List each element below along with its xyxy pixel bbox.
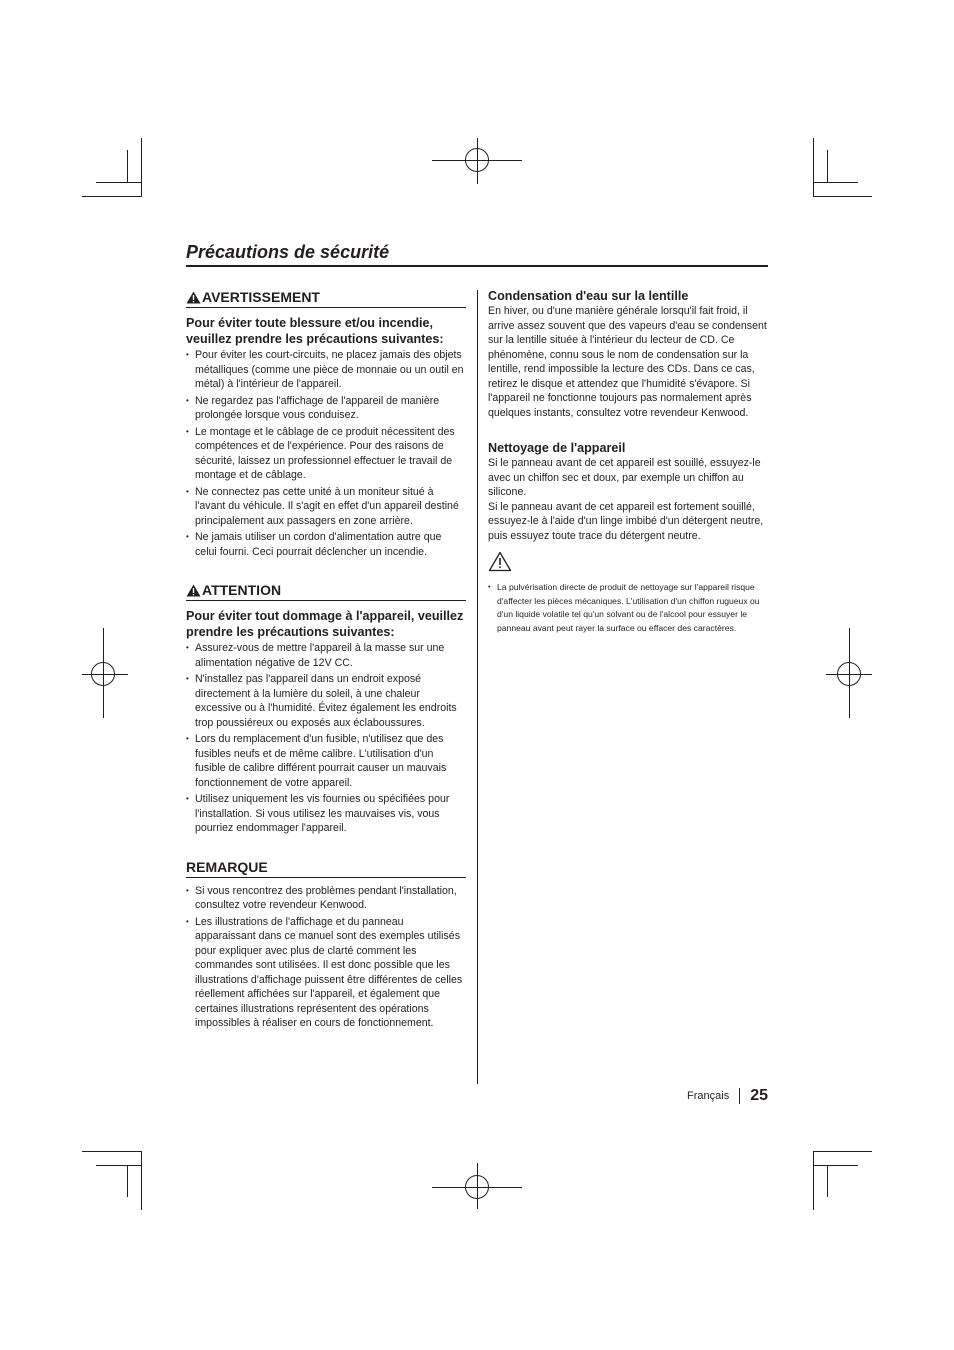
list-item: • Pour éviter les court-circuits, ne placez jamais des objets métalliques (comme une pièce de monnaie ou un outil en métal) à l'intérieur de l'appareil. [186,348,466,392]
remarque-heading [186,858,466,878]
attention-heading-label: ATTENTION [202,582,282,598]
remarque-list [186,884,466,1031]
list-item: • Si vous rencontrez des problèmes pendant l'installation, consultez votre revendeur Kenwood. [186,884,466,913]
warning-section [186,288,466,559]
nettoyage-heading: Nettoyage de l'appareil [488,441,626,455]
attention-heading [186,581,466,601]
column-divider [477,290,478,1084]
page-number: 25 [750,1087,768,1104]
warning-subheading: Pour éviter toute blessure et/ou incendie, veuillez prendre les précautions suivantes: [186,316,444,346]
condensation-text: En hiver, ou d'une manière générale lorsqu'il fait froid, il arrive assez souvent que des vapeurs d'eau se condensent sur la lentille située à l'intérieur du lecteur de CD. Ce phénomène, connu sous le nom de condensation sur la lentille, rend impossible la lecture des CDs. Dans ce cas, retirez le disque et attendez que l'humidité s'évapore. Si l'appareil ne fonctionne toujours pas normalement après quelques instants, consultez votre revendeur Kenwood. [488,305,767,419]
warning-list [186,348,466,559]
footer-language: Français [687,1090,730,1102]
list-item: • La pulvérisation directe de produit de nettoyage sur l'appareil risque d'affecter les pièces mécaniques. L'utilisation d'un chiffon rugueux ou d'un liquide volatile tel qu'un solvant ou de l'alcool pour essuyer le panneau avant peut rayer la surface ou effacer des caractères. [488,581,770,635]
remarque-heading-label: REMARQUE [186,858,268,875]
page-title: Précautions de sécurité [186,240,768,267]
footer-separator [739,1088,740,1104]
warning-icon [186,584,201,597]
left-column [186,288,466,1033]
nettoyage-section [488,440,770,635]
condensation-heading: Condensation d'eau sur la lentille [488,289,689,303]
caution-icon [488,551,512,572]
list-item: • Assurez-vous de mettre l'appareil à la masse sur une alimentation négative de 12V CC. [186,641,466,670]
list-item: • N'installez pas l'appareil dans un endroit exposé directement à la lumière du soleil, à une chaleur excessive ou à l'humidité. Évitez également les endroits trop poussiéreux ou exposés aux éclaboussures. [186,672,466,730]
attention-section [186,581,466,836]
condensation-section [488,288,770,420]
caution-list [488,581,770,635]
right-column [488,288,770,635]
remarque-section [186,858,466,1031]
warning-heading-label: AVERTISSEMENT [202,289,320,305]
attention-subheading: Pour éviter tout dommage à l'appareil, veuillez prendre les précautions suivantes: [186,609,464,639]
warning-heading [186,288,466,308]
list-item: • Le montage et le câblage de ce produit nécessitent des compétences et de l'expérience. Pour des raisons de sécurité, laissez un professionnel effectuer le travail de montage et de câblage. [186,425,466,483]
list-item: • Lors du remplacement d'un fusible, n'utilisez que des fusibles neufs et de même calibre. L'utilisation d'un fusible de calibre différent pourrait causer un mauvais fonctionnement de votre appareil. [186,732,466,790]
nettoyage-text-2: Si le panneau avant de cet appareil est fortement souillé, essuyez-le à l'aide d'un linge imbibé d'un détergent neutre, puis essuyez toute trace du détergent neutre. [488,500,764,542]
attention-list [186,641,466,836]
list-item: • Ne jamais utiliser un cordon d'alimentation autre que celui fourni. Ceci pourrait déclencher un incendie. [186,530,466,559]
list-item: • Utilisez uniquement les vis fournies ou spécifiées pour l'installation. Si vous utilisez les mauvaises vis, vous pourriez endommager l'appareil. [186,792,466,836]
nettoyage-text-1: Si le panneau avant de cet appareil est souillé, essuyez-le avec un chiffon sec et doux, par exemple un chiffon au silicone. [488,457,761,498]
warning-icon [186,291,201,304]
list-item: • Ne connectez pas cette unité à un moniteur situé à l'avant du véhicule. Il s'agit en effet d'un appareil destiné principalement aux passagers en zone arrière. [186,485,466,529]
list-item: • Ne regardez pas l'affichage de l'appareil de manière prolongée lorsque vous conduisez. [186,394,466,423]
page-footer [687,1087,768,1105]
list-item: • Les illustrations de l'affichage et du panneau apparaissant dans ce manuel sont des exemples utilisés pour expliquer avec plus de clarté comment les commandes sont utilisées. Il est donc possible que les illustrations d'affichage puissent être différentes de celles réellement affichées sur l'appareil, et également que certaines illustrations représentent des opérations impossibles à réaliser en cours de fonctionnement. [186,915,466,1031]
